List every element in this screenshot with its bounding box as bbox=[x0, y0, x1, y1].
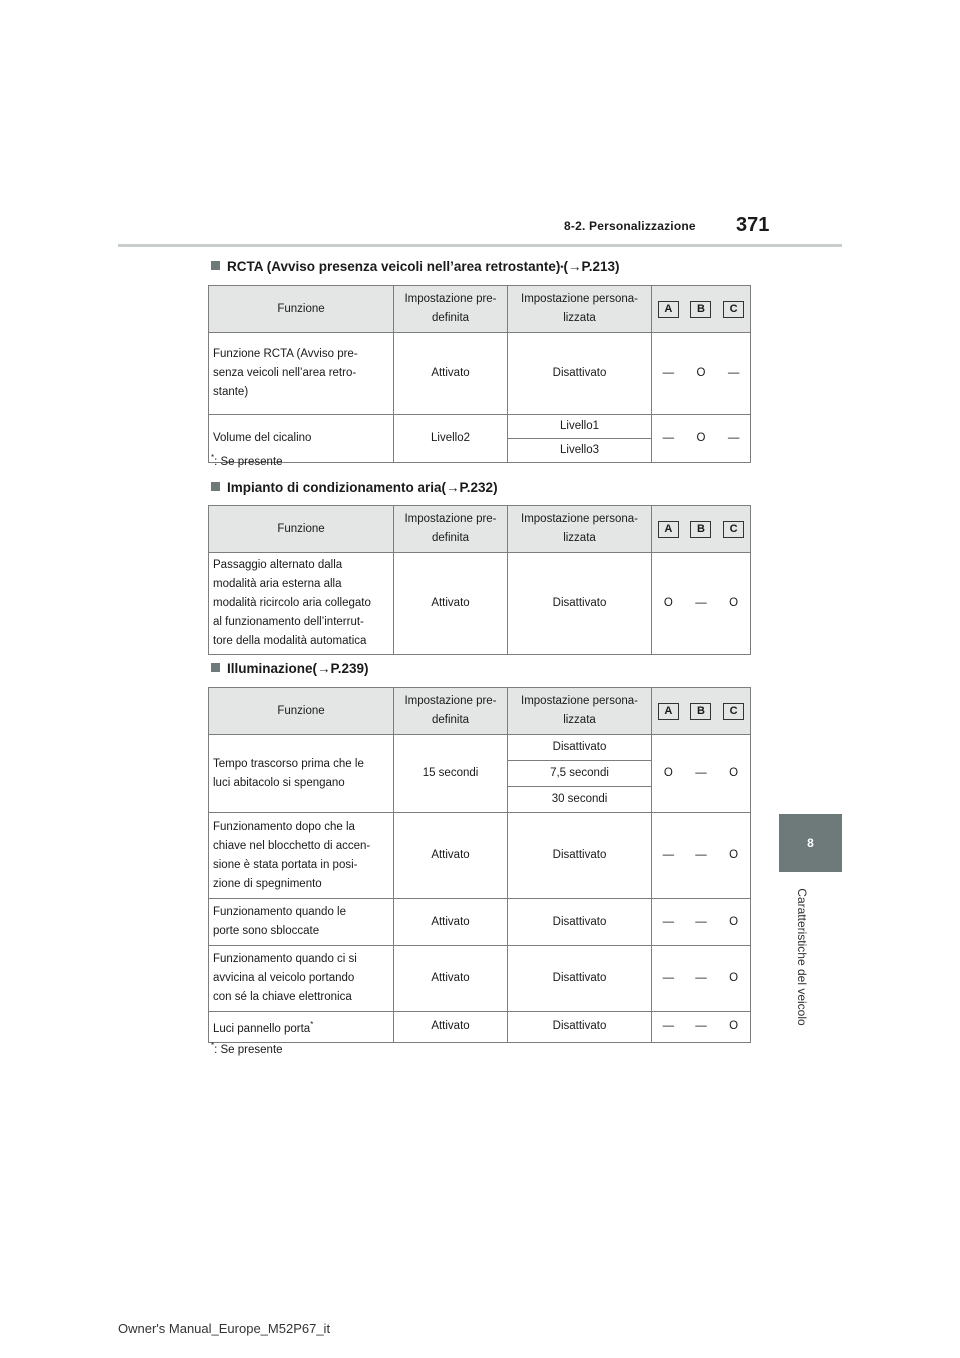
section-header: 8-2. Personalizzazione bbox=[564, 219, 696, 233]
section-title-illuminazione: Illuminazione (→P.239) bbox=[211, 661, 369, 676]
header-funzione: Funzione bbox=[209, 286, 394, 333]
header-divider bbox=[118, 244, 842, 247]
table-row: Luci pannello porta* Attivato Disattivato — — O bbox=[209, 1012, 751, 1043]
square-bullet-icon bbox=[211, 482, 220, 491]
table-row: Volume del cicalino Livello2 Livello1 — O — bbox=[209, 415, 751, 439]
header-default: Impostazione pre- definita bbox=[394, 286, 508, 333]
table-clima: Funzione Impostazione pre- definita Impostazione persona- lizzata A B C Passaggio alternato dalla modalità aria esterna alla modalità ricircolo aria collegato al funzionamento dell’interrut- tore della modalità automatica Attivato Disattivato O — O bbox=[208, 505, 751, 655]
header-custom: Impostazione persona- lizzata bbox=[508, 286, 652, 333]
table-rcta: Funzione Impostazione pre- definita Impostazione persona- lizzata A B C Funzione RCTA (Avviso pre- senza veicoli nell’area retro- stante) Attivato Disattivato — O — Volume del cicalino Livello2 Livello1 — O — Livello3 bbox=[208, 285, 751, 463]
section-title-rcta: RCTA (Avviso presenza veicoli nell’area retrostante) * (→P.213) bbox=[211, 259, 620, 274]
page-number: 371 bbox=[736, 214, 770, 236]
table-illuminazione: Funzione Impostazione pre- definita Impostazione persona- lizzata A B C Tempo trascorso prima che le luci abitacolo si spengano 15 secondi Disattivato O — O 7,5 secondi 30 secondi Funzionamento dopo che la chiave nel blocchetto di accen- sione è stata portata in posi- zione di spegnimento Attivato Disattivato — — O Funzionamento quando le porte sono sbloccate Attivato Disattivato — — O Funzionamento quando ci si avvicina al veicolo portando con sé la chiave elettronica Attivato Disattivato — — O Luci pannello porta* Attivato Disattivato — — O bbox=[208, 687, 751, 1043]
header-abc: A B C bbox=[652, 286, 751, 333]
footer-text: Owner's Manual_Europe_M52P67_it bbox=[118, 1321, 331, 1336]
chapter-tab: 8 bbox=[779, 814, 842, 872]
table-row: Passaggio alternato dalla modalità aria esterna alla modalità ricircolo aria collegato al funzionamento dell’interrut- tore della modalità automatica Attivato Disattivato O — O bbox=[209, 553, 751, 655]
table-row: Funzionamento dopo che la chiave nel blocchetto di accen- sione è stata portata in posi- zione di spegnimento Attivato Disattivato — — O bbox=[209, 813, 751, 899]
square-bullet-icon bbox=[211, 261, 220, 270]
table-row: Funzionamento quando ci si avvicina al veicolo portando con sé la chiave elettronica Attivato Disattivato — — O bbox=[209, 946, 751, 1012]
footnote-illuminazione: *: Se presente bbox=[211, 1041, 283, 1056]
footnote-rcta: *: Se presente bbox=[211, 453, 283, 468]
chapter-title: Caratteristiche del veicolo bbox=[795, 888, 809, 1026]
table-row: Tempo trascorso prima che le luci abitacolo si spengano 15 secondi Disattivato O — O bbox=[209, 735, 751, 761]
table-row: Funzione RCTA (Avviso pre- senza veicoli nell’area retro- stante) Attivato Disattivato — O — bbox=[209, 333, 751, 415]
table-row: Funzionamento quando le porte sono sbloccate Attivato Disattivato — — O bbox=[209, 899, 751, 946]
section-title-clima: Impianto di condizionamento aria (→P.232) bbox=[211, 480, 498, 495]
square-bullet-icon bbox=[211, 663, 220, 672]
